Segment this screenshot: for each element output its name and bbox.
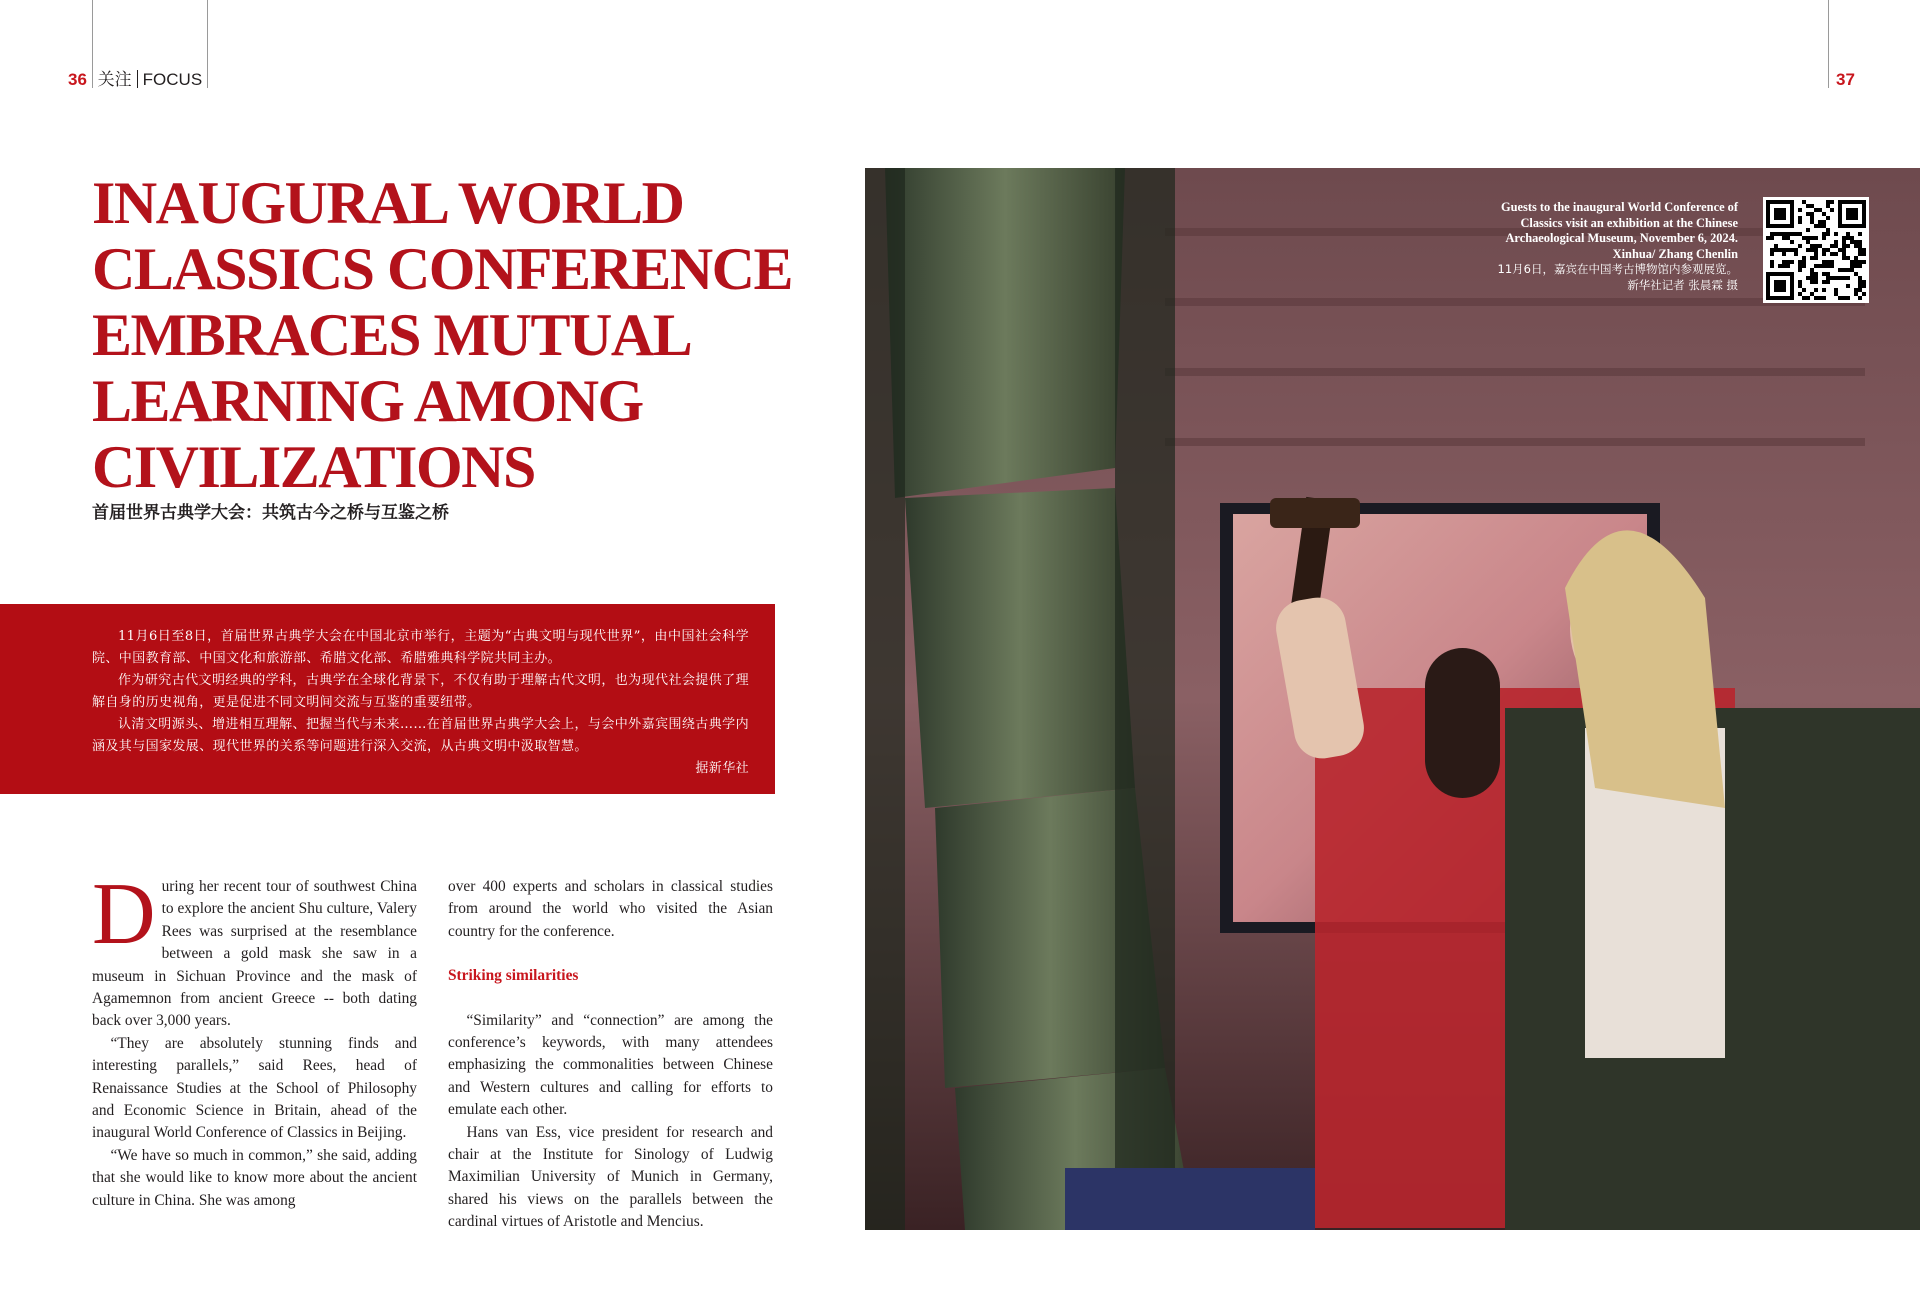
folio-divider xyxy=(137,70,138,88)
section-label-en: FOCUS xyxy=(142,70,203,89)
right-page-number: 37 xyxy=(1836,70,1855,89)
qr-code-graphic xyxy=(1763,197,1869,303)
qr-code-icon[interactable] xyxy=(1763,197,1869,303)
chinese-subtitle: 首届世界古典学大会：共筑古今之桥与互鉴之桥 xyxy=(92,503,449,523)
spacer xyxy=(448,943,773,965)
left-page-number: 36 xyxy=(68,70,87,89)
caption-chinese: 11月6日，嘉宾在中国考古博物馆内参观展览。 xyxy=(1497,262,1738,277)
body-paragraph: Hans van Ess, vice president for research and chair at the Institute for Sinology of Ludwig Maximilian University of Munich in Germany, shared his views on the parallels between the cardinal virtues of Aristotle and Mencius. xyxy=(448,1123,773,1231)
body-paragraph: “They are absolutely stunning finds and interesting parallels,” said Rees, head of Renaissance Studies at the School of Philosophy and Economic Science in Britain, ahead of the inaugural World Conference of Classics in Beijing. xyxy=(92,1034,417,1142)
body-column-1 xyxy=(92,866,417,1212)
section-subhead: Striking similarities xyxy=(448,967,579,985)
headline-line: CIVILIZATIONS xyxy=(92,434,535,500)
headline-line: CLASSICS CONFERENCE xyxy=(92,236,792,302)
headline-line: LEARNING AMONG xyxy=(92,368,643,434)
body-column-2 xyxy=(448,876,773,1234)
right-folio xyxy=(1836,70,1855,90)
photo-illustration xyxy=(865,168,1920,1230)
body-text: uring her recent tour of southwest China to explore the ancient Shu culture, Valery Rees was surprised at the resemblance between a gold mask she saw in a museum in Sichuan Province and the mask of Agamemnon from ancient Greece -- both dating back over 3,000 years. xyxy=(92,878,417,1030)
headline-line: EMBRACES MUTUAL xyxy=(92,302,692,368)
left-folio xyxy=(68,70,202,90)
header-rule-middle xyxy=(207,0,208,88)
intro-paragraph: 11月6日至8日，首届世界古典学大会在中国北京市举行，主题为“古典文明与现代世界”，由中国社会科学院、中国教育部、中国文化和旅游部、希腊文化部、希腊雅典科学院共同主办。 xyxy=(92,629,749,666)
chinese-intro-box xyxy=(0,604,775,794)
body-paragraph: over 400 experts and scholars in classical studies from around the world who visited the Asian country for the conference. xyxy=(448,878,773,940)
article-photo xyxy=(865,168,1920,1230)
headline-line: INAUGURAL WORLD xyxy=(92,170,684,236)
intro-paragraph: 作为研究古代文明经典的学科，古典学在全球化背景下，不仅有助于理解古代文明，也为现代社会提供了理解自身的历史视角，更是促进不同文明间交流与互鉴的重要纽带。 xyxy=(92,673,749,710)
intro-credit: 据新华社 xyxy=(695,761,749,776)
caption-english: Guests to the inaugural World Conference of Classics visit an exhibition at the Chinese Archaeological Museum, November 6, 2024. Xinhua/ Zhang Chenlin xyxy=(1500,200,1738,261)
section-label-zh: 关注 xyxy=(97,70,132,89)
body-paragraph: “Similarity” and “connection” are among the conference’s keywords, with many attendees emphasizing the commonalities between Chinese and Western cultures and calling for efforts to emulate each other. xyxy=(448,1011,773,1119)
body-paragraph: “We have so much in common,” she said, adding that she would like to know more about the ancient culture in China. She was among xyxy=(92,1146,417,1209)
photo-caption xyxy=(1470,200,1738,294)
header-rule-right xyxy=(1828,0,1829,88)
body-paragraph xyxy=(92,866,417,1033)
photo-credit: 新华社记者 张晨霖 摄 xyxy=(1627,277,1738,292)
article-headline xyxy=(92,170,792,500)
spacer xyxy=(448,988,773,1010)
drop-cap: D xyxy=(92,866,156,963)
intro-paragraph: 认清文明源头、增进相互理解、把握当代与未来……在首届世界古典学大会上，与会中外嘉宾围绕古典学内涵及其与国家发展、现代世界的关系等问题进行深入交流，从古典文明中汲取智慧。 xyxy=(92,717,749,754)
